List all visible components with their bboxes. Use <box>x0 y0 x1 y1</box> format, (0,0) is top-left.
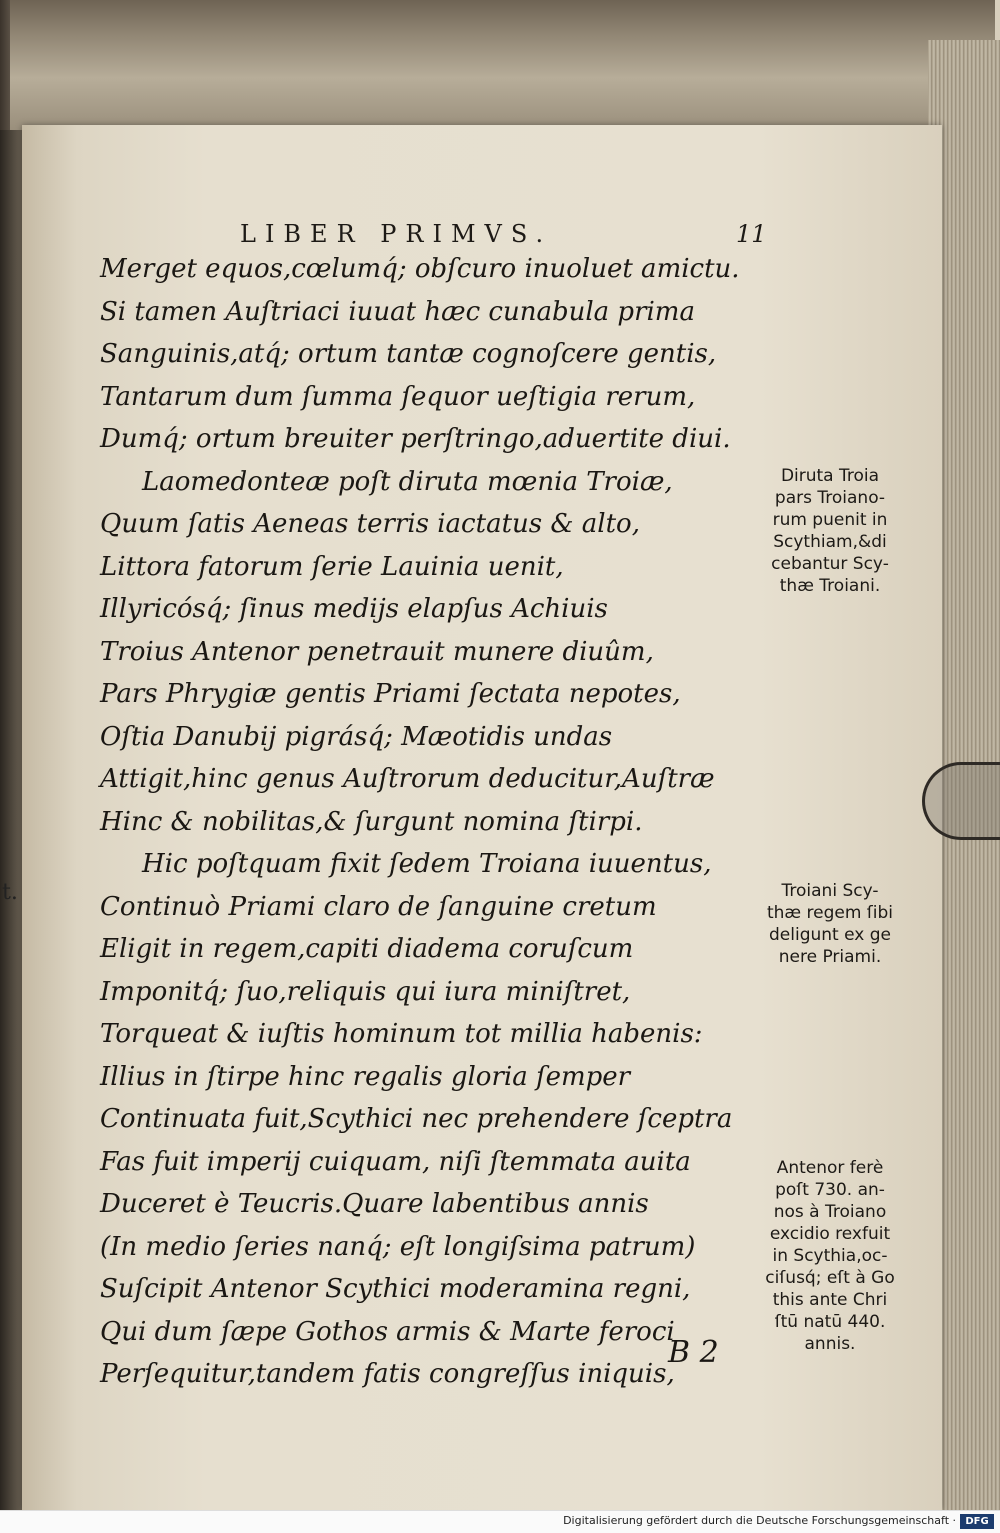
margin-note-line: Troiani Scy- <box>781 881 879 901</box>
stray-mark: t. <box>2 880 18 905</box>
margin-note-line: excidio rexfuit <box>769 1224 891 1244</box>
margin-note-line: ſtū natū 440. <box>774 1312 886 1332</box>
verse-line: Tantarum dum ſumma ſequor ueſtigia rerum, <box>100 381 696 412</box>
verse-line: Merget equos,cœlumq́; obſcuro inuoluet amictu. <box>100 254 740 284</box>
footer-credit: Digitalisierung gefördert durch die Deutsche Forschungsgemeinschaft · <box>563 1514 956 1527</box>
margin-note-antenor <box>755 1157 905 1355</box>
margin-note-line: poſt 730. an- <box>775 1180 885 1200</box>
margin-note-troia <box>755 465 905 597</box>
dfg-logo: DFG <box>960 1514 994 1529</box>
previous-page-fold <box>0 130 22 1510</box>
margin-note-line: Antenor ferè <box>776 1158 884 1178</box>
verse-line: Hinc & nobilitas,& ſurgunt nomina ſtirpi. <box>100 806 643 837</box>
margin-note-line: nos à Troiano <box>773 1202 887 1222</box>
running-header: LIBER PRIMVS. <box>240 220 553 248</box>
signature-mark: B 2 <box>668 1335 719 1370</box>
margin-note-line: deligunt ex ge <box>769 925 891 945</box>
verse-line: Perſequitur,tandem fatis congreſſus iniquis, <box>100 1359 675 1389</box>
verse-line: Continuata fuit,Scythici nec prehendere ſceptra <box>100 1104 733 1134</box>
margin-note-line: in Scythia,oc- <box>772 1246 888 1266</box>
margin-note-line: pars Troiano- <box>774 488 886 508</box>
verse-line: Eligit in regem,capiti diadema coruſcum <box>100 934 634 964</box>
verse-line: Sanguinis,atq́; ortum tantæ cognoſcere gentis, <box>100 339 717 369</box>
margin-note-line: ciſusq́; eſt à Go <box>765 1268 895 1288</box>
verse-line: Fas fuit imperij cuiquam, niſi ſtemmata auita <box>100 1146 691 1177</box>
margin-note-line: nere Priami. <box>778 947 882 967</box>
verse-line: Hic poſtquam fixit ſedem Troiana iuuentus, <box>142 849 712 879</box>
verse-line: Attigit,hinc genus Auſtrorum deducitur,Auſtræ <box>100 764 715 794</box>
margin-note-line: this ante Chri <box>772 1290 888 1310</box>
verse-line: Imponitq́; ſuo,reliquis qui iura miniſtret, <box>100 976 631 1007</box>
margin-note-regem <box>755 880 905 968</box>
verse-line: Troius Antenor penetrauit munere diuûm, <box>100 636 654 667</box>
verse-text <box>100 248 800 1396</box>
margin-note-line: cebantur Scy- <box>771 554 889 574</box>
page-clip <box>922 762 1000 840</box>
verse-line: Qui dum ſæpe Gothos armis & Marte feroci <box>100 1316 675 1347</box>
footer-bar <box>0 1510 1000 1533</box>
margin-note-line: rum puenit in <box>772 510 888 530</box>
verse-line: Suſcipit Antenor Scythici moderamina regni, <box>100 1274 691 1304</box>
margin-note-line: Scythiam,&di <box>773 532 887 552</box>
margin-note-line: annis. <box>804 1334 856 1354</box>
margin-note-line: thæ Troiani. <box>779 576 881 596</box>
verse-line: Continuò Priami claro de ſanguine cretum <box>100 891 657 922</box>
verse-line: Torqueat & iuſtis hominum tot millia habenis: <box>100 1019 703 1049</box>
verse-line: (In medio ſeries nanq́; eſt longiſsima patrum) <box>100 1231 696 1262</box>
verse-line: Illyricósq́; ſinus medijs elapſus Achiuis <box>100 594 608 624</box>
margin-note-line: thæ regem ſibi <box>766 903 894 923</box>
verse-line: Oſtia Danubij pigrásq́; Mæotidis undas <box>100 721 613 752</box>
verse-line: Pars Phrygiæ gentis Priami ſectata nepotes, <box>100 679 681 709</box>
book-top-edge <box>10 0 995 130</box>
verse-line: Quum ſatis Aeneas terris iactatus & alto, <box>100 509 640 539</box>
page-number: 11 <box>736 220 767 248</box>
verse-line: Illius in ſtirpe hinc regalis gloria ſemper <box>100 1061 631 1092</box>
margin-note-line: Diruta Troia <box>780 466 880 486</box>
verse-line: Laomedonteæ poſt diruta mœnia Troiæ, <box>142 466 673 497</box>
verse-line: Si tamen Auſtriaci iuuat hæc cunabula prima <box>100 296 695 327</box>
verse-line: Dumq́; ortum breuiter perſtringo,aduertite diui. <box>100 424 731 454</box>
verse-line: Littora fatorum ſerie Lauinia uenit, <box>100 551 564 582</box>
verse-line: Duceret è Teucris.Quare labentibus annis <box>100 1189 649 1219</box>
